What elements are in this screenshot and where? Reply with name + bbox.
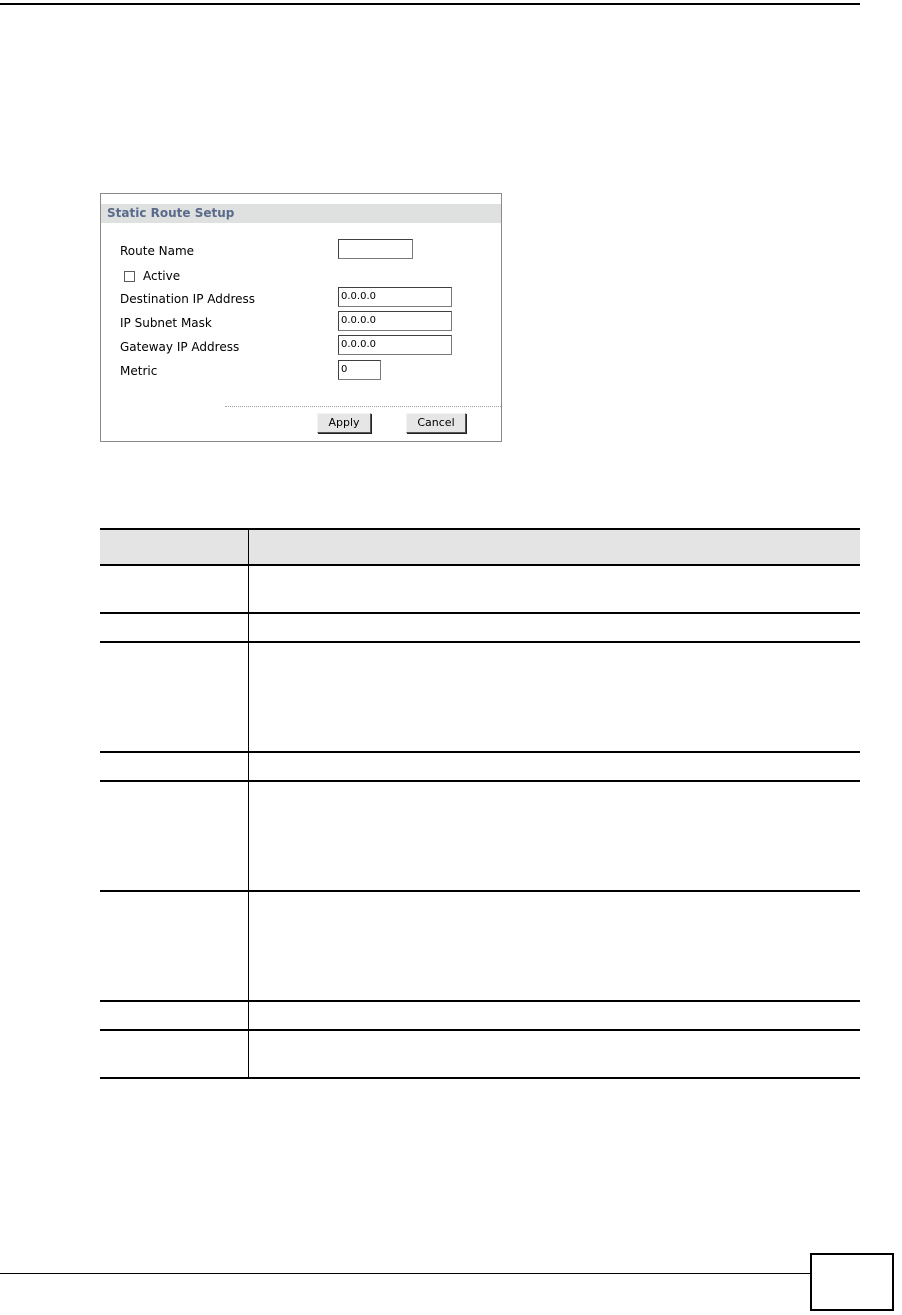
active-checkbox[interactable] xyxy=(124,271,135,282)
footer-rule xyxy=(0,1273,810,1274)
table-row xyxy=(100,781,860,891)
table-cell xyxy=(248,1030,860,1078)
page-number-box xyxy=(810,1253,894,1311)
header-rule xyxy=(0,3,860,5)
active-row xyxy=(124,268,180,284)
table-cell xyxy=(248,642,860,752)
apply-button[interactable]: Apply xyxy=(317,413,371,433)
table-cell xyxy=(100,1001,248,1030)
table-cell xyxy=(248,1001,860,1030)
route-name-input[interactable] xyxy=(338,239,413,259)
destination-ip-input[interactable]: 0.0.0.0 xyxy=(338,287,452,307)
gateway-ip-label: Gateway IP Address xyxy=(120,340,240,354)
active-label: Active xyxy=(143,269,181,283)
table-row xyxy=(100,613,860,642)
gateway-ip-input[interactable]: 0.0.0.0 xyxy=(338,335,452,355)
table-row xyxy=(100,752,860,781)
table-cell xyxy=(100,891,248,1001)
panel-title: Static Route Setup xyxy=(101,204,501,223)
table-cell xyxy=(248,781,860,891)
table-row xyxy=(100,565,860,613)
static-route-setup-panel xyxy=(100,193,502,442)
metric-label: Metric xyxy=(120,364,158,378)
table-row xyxy=(100,1001,860,1030)
route-name-label: Route Name xyxy=(120,244,195,258)
table-cell xyxy=(100,1030,248,1078)
destination-ip-label: Destination IP Address xyxy=(120,292,256,306)
table-row xyxy=(100,891,860,1001)
subnet-mask-input[interactable]: 0.0.0.0 xyxy=(338,311,452,331)
table-row xyxy=(100,1030,860,1078)
table-cell xyxy=(100,781,248,891)
subnet-mask-label: IP Subnet Mask xyxy=(120,316,212,330)
table-cell xyxy=(248,565,860,613)
metric-input[interactable]: 0 xyxy=(338,360,381,380)
button-separator xyxy=(225,406,501,407)
table-cell xyxy=(100,642,248,752)
table-cell xyxy=(100,752,248,781)
table-header-row xyxy=(100,529,860,565)
table-cell xyxy=(248,891,860,1001)
table-cell xyxy=(100,565,248,613)
table-header-cell xyxy=(248,529,860,565)
table-cell xyxy=(248,752,860,781)
table-cell xyxy=(100,613,248,642)
table-cell xyxy=(248,613,860,642)
field-description-table xyxy=(100,528,860,1079)
cancel-button[interactable]: Cancel xyxy=(406,413,466,433)
table-row xyxy=(100,642,860,752)
table-header-cell xyxy=(100,529,248,565)
